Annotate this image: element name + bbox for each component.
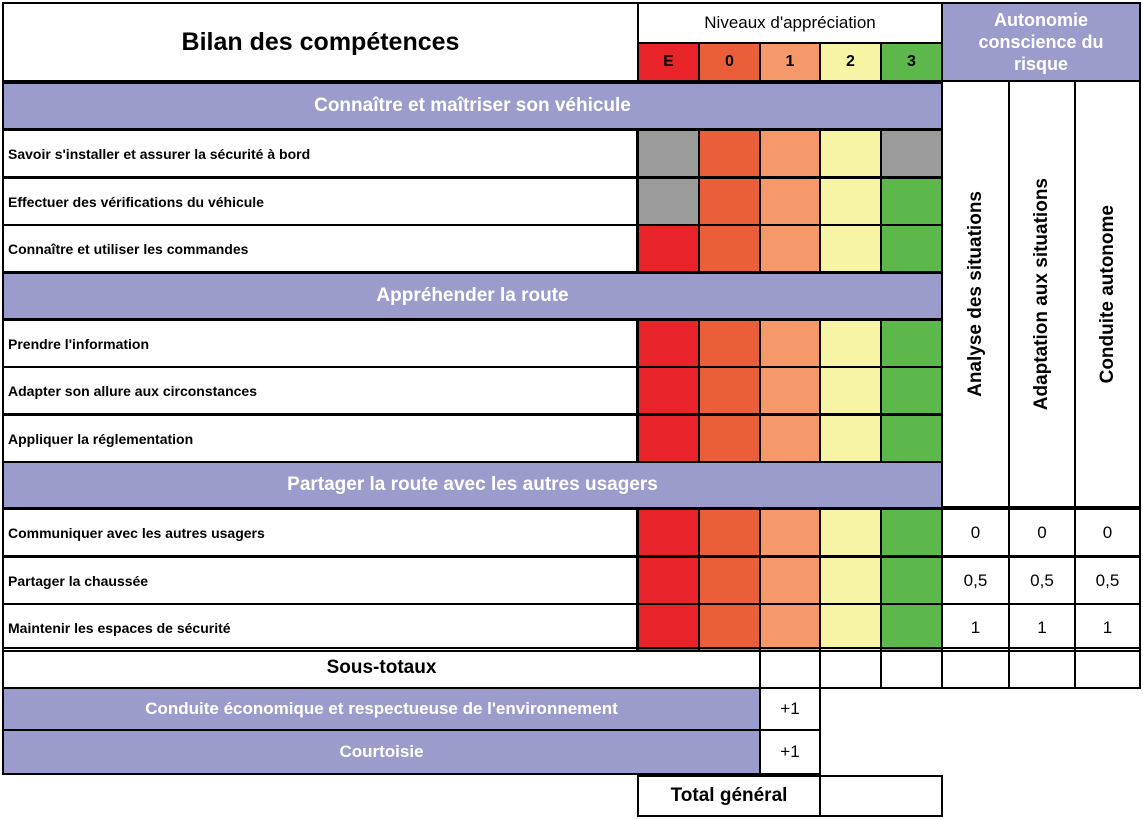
competence-row-label bbox=[2, 556, 638, 605]
competence-label: Adapter son allure aux circonstances bbox=[8, 382, 257, 399]
level-cell-E[interactable] bbox=[637, 508, 700, 557]
level-cell-2[interactable] bbox=[819, 508, 882, 557]
level-cell-3[interactable] bbox=[880, 366, 943, 415]
bonus-eco-value: +1 bbox=[780, 699, 800, 718]
level-cell-3[interactable] bbox=[880, 177, 943, 226]
level-legend-3 bbox=[880, 42, 943, 82]
section-title: Appréhender la route bbox=[376, 284, 569, 306]
level-cell-0[interactable] bbox=[698, 129, 761, 178]
section-header bbox=[2, 461, 943, 509]
autonomy-score: 1 bbox=[970, 617, 981, 637]
total-label-cell bbox=[637, 775, 821, 817]
level-cell-2[interactable] bbox=[819, 224, 882, 273]
level-legend-1 bbox=[759, 42, 821, 82]
autonomy-score: 0,5 bbox=[963, 570, 988, 590]
competence-label: Savoir s'installer et assurer la sécurité à bord bbox=[8, 145, 311, 162]
bonus-courtoisie-value-cell bbox=[759, 729, 821, 775]
level-cell-2[interactable] bbox=[819, 129, 882, 178]
section-header bbox=[2, 82, 943, 130]
level-cell-3[interactable] bbox=[880, 414, 943, 463]
subtotal-cell-1[interactable] bbox=[759, 647, 821, 689]
level-legend-E bbox=[637, 42, 700, 82]
level-cell-1[interactable] bbox=[759, 319, 821, 368]
competence-label: Connaître et utiliser les commandes bbox=[8, 240, 249, 257]
subtotal-cell-analyse[interactable] bbox=[941, 647, 1010, 689]
level-legend-label: 2 bbox=[846, 53, 855, 70]
competence-row-label bbox=[2, 224, 638, 273]
bonus-eco-value-cell bbox=[759, 687, 821, 731]
autonomy-score: 1 bbox=[1037, 617, 1047, 637]
autonomy-score-cell[interactable] bbox=[941, 508, 1010, 557]
level-cell-1[interactable] bbox=[759, 556, 821, 605]
autonomy-score: 0 bbox=[1037, 522, 1047, 542]
competence-label: Maintenir les espaces de sécurité bbox=[8, 619, 231, 636]
autonomy-header-label: Autonomie conscience du risque bbox=[978, 10, 1104, 74]
competence-row-label bbox=[2, 414, 638, 463]
level-cell-E[interactable] bbox=[637, 224, 700, 273]
subtotal-cell-conduite[interactable] bbox=[1074, 647, 1141, 689]
level-legend-2 bbox=[819, 42, 882, 82]
competence-row-label bbox=[2, 129, 638, 178]
autonomy-score: 0,5 bbox=[1030, 570, 1054, 590]
total-label: Total général bbox=[670, 785, 788, 806]
level-cell-3[interactable] bbox=[880, 603, 943, 652]
level-cell-0[interactable] bbox=[698, 414, 761, 463]
level-cell-E[interactable] bbox=[637, 603, 700, 652]
autonomy-score-cell[interactable] bbox=[1074, 556, 1141, 605]
level-cell-0[interactable] bbox=[698, 603, 761, 652]
autonomy-score-cell[interactable] bbox=[941, 603, 1010, 652]
autonomy-score-cell[interactable] bbox=[1008, 603, 1076, 652]
level-cell-0[interactable] bbox=[698, 177, 761, 226]
autonomy-col-analyse bbox=[941, 80, 1010, 508]
competence-label: Effectuer des vérifications du véhicule bbox=[8, 193, 264, 210]
autonomy-score-cell[interactable] bbox=[1008, 556, 1076, 605]
level-cell-na bbox=[880, 129, 943, 178]
level-cell-na bbox=[637, 129, 700, 178]
level-cell-2[interactable] bbox=[819, 556, 882, 605]
autonomy-score: 0 bbox=[1102, 522, 1113, 542]
section-title: Partager la route avec les autres usagers bbox=[287, 474, 658, 495]
subtotal-cell-adaptation[interactable] bbox=[1008, 647, 1076, 689]
page-title: Bilan des compétences bbox=[181, 27, 460, 56]
level-cell-0[interactable] bbox=[698, 366, 761, 415]
level-legend-label: 0 bbox=[725, 53, 734, 70]
autonomy-score: 0 bbox=[970, 522, 981, 542]
competence-row-label bbox=[2, 319, 638, 368]
level-cell-E[interactable] bbox=[637, 414, 700, 463]
autonomy-score: 1 bbox=[1102, 617, 1113, 637]
level-cell-0[interactable] bbox=[698, 556, 761, 605]
level-cell-0[interactable] bbox=[698, 508, 761, 557]
autonomy-col-conduite bbox=[1074, 80, 1141, 508]
level-legend-0 bbox=[698, 42, 761, 82]
level-cell-E[interactable] bbox=[637, 319, 700, 368]
competence-row-label bbox=[2, 177, 638, 226]
subtotals-label: Sous-totaux bbox=[326, 657, 437, 678]
level-legend-label: 3 bbox=[907, 53, 916, 70]
level-cell-2[interactable] bbox=[819, 177, 882, 226]
level-cell-0[interactable] bbox=[698, 319, 761, 368]
subtotals-label-cell bbox=[2, 647, 761, 689]
level-cell-na bbox=[637, 177, 700, 226]
section-title: Connaître et maîtriser son véhicule bbox=[314, 95, 631, 116]
level-cell-2[interactable] bbox=[819, 319, 882, 368]
subtotal-cell-2[interactable] bbox=[819, 647, 882, 689]
level-cell-1[interactable] bbox=[759, 177, 821, 226]
level-cell-2[interactable] bbox=[819, 366, 882, 415]
bonus-eco-label: Conduite économique et respectueuse de l'environnement bbox=[145, 699, 618, 718]
level-cell-E[interactable] bbox=[637, 366, 700, 415]
competence-label: Appliquer la réglementation bbox=[8, 430, 194, 447]
autonomy-score-cell[interactable] bbox=[1008, 508, 1076, 557]
level-cell-3[interactable] bbox=[880, 556, 943, 605]
autonomy-header bbox=[941, 2, 1141, 82]
autonomy-col-label: Conduite autonome bbox=[1096, 204, 1118, 384]
level-cell-1[interactable] bbox=[759, 224, 821, 273]
competence-label: Communiquer avec les autres usagers bbox=[8, 524, 265, 541]
bonus-courtoisie-label: Courtoisie bbox=[339, 742, 424, 761]
bonus-courtoisie-value: +1 bbox=[780, 742, 800, 761]
level-cell-2[interactable] bbox=[819, 603, 882, 652]
total-value-cell[interactable] bbox=[819, 775, 943, 817]
level-cell-1[interactable] bbox=[759, 603, 821, 652]
level-cell-0[interactable] bbox=[698, 224, 761, 273]
level-legend-label: E bbox=[663, 53, 674, 70]
autonomy-col-label: Analyse des situations bbox=[964, 191, 986, 397]
competence-label: Partager la chaussée bbox=[8, 572, 149, 589]
level-cell-2[interactable] bbox=[819, 414, 882, 463]
bonus-courtoisie-label-cell bbox=[2, 729, 761, 775]
autonomy-col-label: Adaptation aux situations bbox=[1031, 177, 1052, 411]
level-legend-label: 1 bbox=[785, 53, 795, 70]
section-header bbox=[2, 272, 943, 320]
level-cell-1[interactable] bbox=[759, 508, 821, 557]
autonomy-score: 0,5 bbox=[1095, 570, 1120, 590]
levels-header-label: Niveaux d'appréciation bbox=[704, 13, 876, 32]
level-cell-1[interactable] bbox=[759, 414, 821, 463]
level-cell-3[interactable] bbox=[880, 508, 943, 557]
bonus-eco-label-cell bbox=[2, 687, 761, 731]
autonomy-score-cell[interactable] bbox=[941, 556, 1010, 605]
competence-row-label bbox=[2, 603, 638, 652]
level-cell-1[interactable] bbox=[759, 366, 821, 415]
levels-header bbox=[637, 2, 943, 44]
competence-row-label bbox=[2, 508, 638, 557]
subtotal-cell-3[interactable] bbox=[880, 647, 943, 689]
competence-label: Prendre l'information bbox=[8, 335, 150, 352]
level-cell-3[interactable] bbox=[880, 224, 943, 273]
competence-row-label bbox=[2, 366, 638, 415]
autonomy-col-adaptation bbox=[1008, 80, 1076, 508]
level-cell-E[interactable] bbox=[637, 556, 700, 605]
autonomy-score-cell[interactable] bbox=[1074, 508, 1141, 557]
autonomy-score-cell[interactable] bbox=[1074, 603, 1141, 652]
level-cell-3[interactable] bbox=[880, 319, 943, 368]
title-cell bbox=[2, 2, 639, 82]
level-cell-1[interactable] bbox=[759, 129, 821, 178]
